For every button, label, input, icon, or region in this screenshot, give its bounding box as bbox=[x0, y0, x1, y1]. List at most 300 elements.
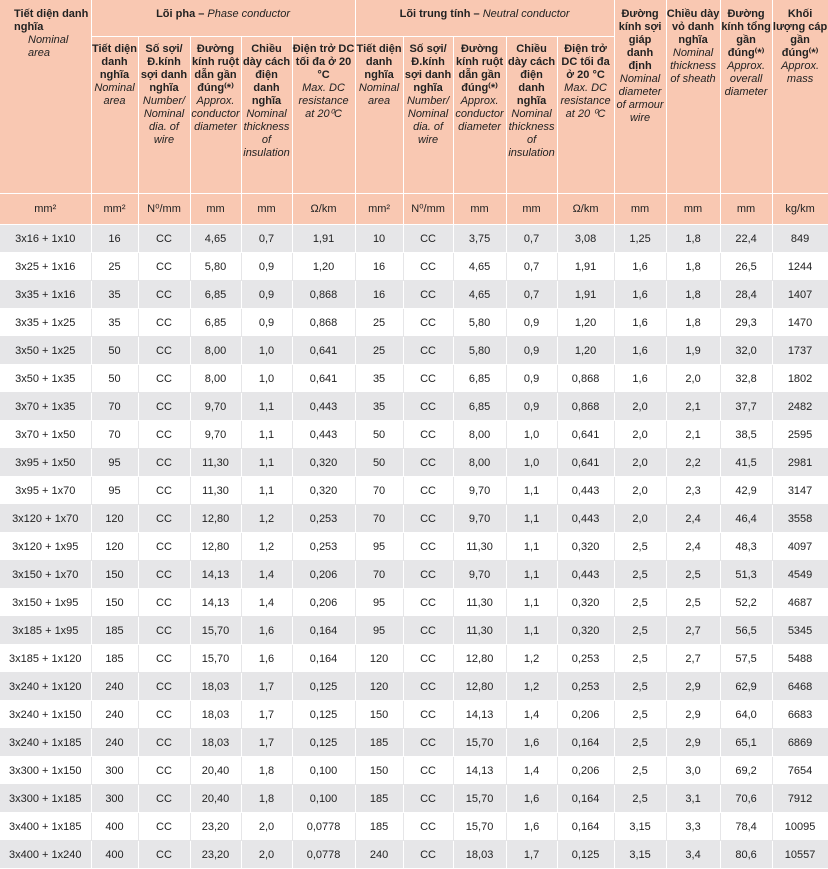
cell-neutral-resistance: 0,443 bbox=[557, 505, 614, 533]
cell-neutral-insulation: 1,2 bbox=[506, 673, 557, 701]
cell-overall-diameter: 48,3 bbox=[720, 533, 772, 561]
cell-phase-resistance: 0,253 bbox=[292, 505, 355, 533]
cell-phase-insulation: 1,1 bbox=[241, 393, 292, 421]
cell-phase-resistance: 0,125 bbox=[292, 701, 355, 729]
cell-phase-resistance: 0,320 bbox=[292, 449, 355, 477]
cell-phase-resistance: 0,206 bbox=[292, 589, 355, 617]
cell-neutral-resistance: 1,20 bbox=[557, 309, 614, 337]
table-row bbox=[0, 477, 828, 505]
cell-phase-resistance: 0,253 bbox=[292, 533, 355, 561]
cell-phase-insulation: 2,0 bbox=[241, 813, 292, 841]
cell-neutral-area: 35 bbox=[355, 365, 403, 393]
cell-neutral-wire: CC bbox=[403, 757, 453, 785]
cell-neutral-diameter: 18,03 bbox=[453, 841, 506, 869]
cell-neutral-wire: CC bbox=[403, 673, 453, 701]
unit-neutral-insulation: mm bbox=[506, 194, 557, 225]
cell-neutral-area: 185 bbox=[355, 729, 403, 757]
cell-neutral-area: 35 bbox=[355, 393, 403, 421]
cell-neutral-resistance: 0,206 bbox=[557, 757, 614, 785]
cell-armour: 2,5 bbox=[614, 645, 666, 673]
cell-neutral-wire: CC bbox=[403, 253, 453, 281]
cell-phase-wire: CC bbox=[138, 393, 190, 421]
cell-phase-wire: CC bbox=[138, 533, 190, 561]
cell-armour: 2,5 bbox=[614, 729, 666, 757]
cell-overall-diameter: 46,4 bbox=[720, 505, 772, 533]
cell-neutral-resistance: 0,164 bbox=[557, 813, 614, 841]
cell-phase-insulation: 1,7 bbox=[241, 701, 292, 729]
cell-neutral-diameter: 6,85 bbox=[453, 365, 506, 393]
cell-neutral-insulation: 1,6 bbox=[506, 785, 557, 813]
cell-sheath: 2,4 bbox=[666, 533, 720, 561]
cell-phase-resistance: 0,868 bbox=[292, 309, 355, 337]
cell-phase-area: 95 bbox=[91, 477, 138, 505]
cell-mass: 6683 bbox=[772, 701, 828, 729]
cell-phase-diameter: 11,30 bbox=[190, 449, 241, 477]
cell-size: 3x185 + 1x120 bbox=[0, 645, 91, 673]
cell-phase-insulation: 1,2 bbox=[241, 505, 292, 533]
cell-phase-wire: CC bbox=[138, 561, 190, 589]
cell-sheath: 1,8 bbox=[666, 253, 720, 281]
cell-neutral-resistance: 0,253 bbox=[557, 673, 614, 701]
cell-overall-diameter: 26,5 bbox=[720, 253, 772, 281]
cell-neutral-diameter: 15,70 bbox=[453, 729, 506, 757]
unit-phase-resistance: Ω/km bbox=[292, 194, 355, 225]
cell-phase-resistance: 0,641 bbox=[292, 365, 355, 393]
cell-phase-resistance: 0,443 bbox=[292, 393, 355, 421]
cell-neutral-resistance: 0,320 bbox=[557, 617, 614, 645]
cell-mass: 849 bbox=[772, 225, 828, 253]
cell-phase-wire: CC bbox=[138, 729, 190, 757]
cell-neutral-area: 95 bbox=[355, 533, 403, 561]
cell-neutral-resistance: 0,206 bbox=[557, 701, 614, 729]
cell-phase-diameter: 15,70 bbox=[190, 617, 241, 645]
cell-neutral-resistance: 0,253 bbox=[557, 645, 614, 673]
cell-neutral-insulation: 1,2 bbox=[506, 645, 557, 673]
cell-neutral-diameter: 14,13 bbox=[453, 701, 506, 729]
cell-size: 3x95 + 1x70 bbox=[0, 477, 91, 505]
cell-phase-area: 240 bbox=[91, 701, 138, 729]
cell-phase-area: 185 bbox=[91, 617, 138, 645]
cell-mass: 1470 bbox=[772, 309, 828, 337]
cell-phase-diameter: 6,85 bbox=[190, 281, 241, 309]
cell-mass: 10095 bbox=[772, 813, 828, 841]
cell-phase-insulation: 1,0 bbox=[241, 365, 292, 393]
cell-mass: 4549 bbox=[772, 561, 828, 589]
unit-phase-area: mm² bbox=[91, 194, 138, 225]
cell-phase-diameter: 20,40 bbox=[190, 785, 241, 813]
cell-overall-diameter: 29,3 bbox=[720, 309, 772, 337]
cell-phase-insulation: 2,0 bbox=[241, 841, 292, 869]
cell-neutral-resistance: 1,20 bbox=[557, 337, 614, 365]
cell-mass: 10557 bbox=[772, 841, 828, 869]
cell-mass: 2482 bbox=[772, 393, 828, 421]
unit-phase-wire: N⁰/mm bbox=[138, 194, 190, 225]
cell-phase-resistance: 0,125 bbox=[292, 729, 355, 757]
cell-mass: 1407 bbox=[772, 281, 828, 309]
cell-overall-diameter: 69,2 bbox=[720, 757, 772, 785]
cell-size: 3x400 + 1x185 bbox=[0, 813, 91, 841]
cell-sheath: 1,9 bbox=[666, 337, 720, 365]
table-row bbox=[0, 337, 828, 365]
cell-armour: 2,5 bbox=[614, 757, 666, 785]
cell-phase-area: 300 bbox=[91, 785, 138, 813]
cell-neutral-wire: CC bbox=[403, 617, 453, 645]
cell-phase-insulation: 1,1 bbox=[241, 449, 292, 477]
cell-neutral-resistance: 0,641 bbox=[557, 421, 614, 449]
cell-neutral-diameter: 4,65 bbox=[453, 281, 506, 309]
header-neutral-diameter: Đường kính ruột dẫn gần đúng⁽*⁾ Approx. conductor diameter bbox=[453, 37, 506, 194]
cell-size: 3x150 + 1x70 bbox=[0, 561, 91, 589]
cell-size: 3x240 + 1x150 bbox=[0, 701, 91, 729]
cell-neutral-wire: CC bbox=[403, 729, 453, 757]
cell-phase-area: 50 bbox=[91, 365, 138, 393]
cell-phase-area: 120 bbox=[91, 533, 138, 561]
table-row bbox=[0, 225, 828, 253]
table-row bbox=[0, 561, 828, 589]
cell-phase-resistance: 0,164 bbox=[292, 617, 355, 645]
cell-phase-diameter: 11,30 bbox=[190, 477, 241, 505]
cell-neutral-insulation: 0,7 bbox=[506, 253, 557, 281]
table-row bbox=[0, 449, 828, 477]
cell-neutral-wire: CC bbox=[403, 701, 453, 729]
cell-overall-diameter: 37,7 bbox=[720, 393, 772, 421]
cell-sheath: 3,4 bbox=[666, 841, 720, 869]
cell-neutral-area: 70 bbox=[355, 477, 403, 505]
cell-mass: 3558 bbox=[772, 505, 828, 533]
cell-overall-diameter: 70,6 bbox=[720, 785, 772, 813]
unit-sheath: mm bbox=[666, 194, 720, 225]
cell-neutral-diameter: 8,00 bbox=[453, 421, 506, 449]
cell-mass: 1737 bbox=[772, 337, 828, 365]
cell-overall-diameter: 78,4 bbox=[720, 813, 772, 841]
cell-neutral-wire: CC bbox=[403, 365, 453, 393]
cell-neutral-insulation: 0,9 bbox=[506, 365, 557, 393]
cell-mass: 5345 bbox=[772, 617, 828, 645]
cell-overall-diameter: 52,2 bbox=[720, 589, 772, 617]
cell-phase-diameter: 20,40 bbox=[190, 757, 241, 785]
cell-overall-diameter: 42,9 bbox=[720, 477, 772, 505]
header-area: Tiết diện danh nghĩa Nominal area bbox=[0, 0, 91, 194]
cell-neutral-wire: CC bbox=[403, 813, 453, 841]
cell-phase-diameter: 8,00 bbox=[190, 365, 241, 393]
cell-phase-diameter: 5,80 bbox=[190, 253, 241, 281]
cell-phase-insulation: 1,6 bbox=[241, 645, 292, 673]
cell-phase-area: 70 bbox=[91, 421, 138, 449]
cell-phase-diameter: 18,03 bbox=[190, 673, 241, 701]
cell-neutral-resistance: 0,320 bbox=[557, 533, 614, 561]
cell-mass: 4687 bbox=[772, 589, 828, 617]
cell-phase-area: 185 bbox=[91, 645, 138, 673]
cell-mass: 1802 bbox=[772, 365, 828, 393]
cell-phase-insulation: 1,0 bbox=[241, 337, 292, 365]
cell-phase-resistance: 0,100 bbox=[292, 757, 355, 785]
cell-phase-resistance: 0,125 bbox=[292, 673, 355, 701]
cell-phase-area: 25 bbox=[91, 253, 138, 281]
cell-overall-diameter: 28,4 bbox=[720, 281, 772, 309]
cell-phase-resistance: 0,164 bbox=[292, 645, 355, 673]
cell-overall-diameter: 64,0 bbox=[720, 701, 772, 729]
cell-size: 3x16 + 1x10 bbox=[0, 225, 91, 253]
cell-mass: 1244 bbox=[772, 253, 828, 281]
cell-phase-area: 150 bbox=[91, 589, 138, 617]
header-armour: Đường kính sợi giáp danh định Nominal diameter of armour wire bbox=[614, 0, 666, 194]
cell-phase-wire: CC bbox=[138, 421, 190, 449]
cell-neutral-insulation: 1,0 bbox=[506, 421, 557, 449]
cell-mass: 5488 bbox=[772, 645, 828, 673]
cell-neutral-diameter: 8,00 bbox=[453, 449, 506, 477]
cell-armour: 2,0 bbox=[614, 393, 666, 421]
cell-phase-insulation: 1,4 bbox=[241, 589, 292, 617]
cell-neutral-diameter: 12,80 bbox=[453, 645, 506, 673]
cell-neutral-wire: CC bbox=[403, 477, 453, 505]
cell-neutral-area: 120 bbox=[355, 673, 403, 701]
cell-neutral-wire: CC bbox=[403, 589, 453, 617]
table-row bbox=[0, 841, 828, 869]
header-phase-insulation: Chiều dày cách điện danh nghĩa Nominal thickness of insulation bbox=[241, 37, 292, 194]
cell-neutral-area: 240 bbox=[355, 841, 403, 869]
table-row bbox=[0, 365, 828, 393]
cell-phase-diameter: 9,70 bbox=[190, 393, 241, 421]
cell-sheath: 3,1 bbox=[666, 785, 720, 813]
cell-phase-diameter: 8,00 bbox=[190, 337, 241, 365]
header-neutral-resistance: Điện trở DC tối đa ở 20 °C Max. DC resistance at 20 ⁰C bbox=[557, 37, 614, 194]
cell-neutral-diameter: 11,30 bbox=[453, 617, 506, 645]
cell-overall-diameter: 51,3 bbox=[720, 561, 772, 589]
cell-neutral-insulation: 1,6 bbox=[506, 729, 557, 757]
cell-mass: 2981 bbox=[772, 449, 828, 477]
header-phase-diameter: Đường kính ruột dẫn gần đúng⁽*⁾ Approx. conductor diameter bbox=[190, 37, 241, 194]
cell-phase-area: 35 bbox=[91, 309, 138, 337]
unit-area: mm² bbox=[0, 194, 91, 225]
cell-armour: 3,15 bbox=[614, 813, 666, 841]
cell-phase-area: 35 bbox=[91, 281, 138, 309]
cell-sheath: 2,9 bbox=[666, 673, 720, 701]
cell-phase-wire: CC bbox=[138, 281, 190, 309]
cell-neutral-area: 95 bbox=[355, 617, 403, 645]
cell-phase-area: 150 bbox=[91, 561, 138, 589]
cell-phase-insulation: 1,1 bbox=[241, 477, 292, 505]
cell-neutral-resistance: 1,91 bbox=[557, 281, 614, 309]
cell-overall-diameter: 57,5 bbox=[720, 645, 772, 673]
cell-armour: 2,0 bbox=[614, 449, 666, 477]
cell-phase-wire: CC bbox=[138, 841, 190, 869]
cell-phase-resistance: 0,320 bbox=[292, 477, 355, 505]
cell-sheath: 2,4 bbox=[666, 505, 720, 533]
unit-overall: mm bbox=[720, 194, 772, 225]
cell-neutral-diameter: 14,13 bbox=[453, 757, 506, 785]
cell-size: 3x400 + 1x240 bbox=[0, 841, 91, 869]
cell-phase-wire: CC bbox=[138, 309, 190, 337]
cell-overall-diameter: 32,0 bbox=[720, 337, 772, 365]
cell-neutral-insulation: 1,1 bbox=[506, 505, 557, 533]
cell-sheath: 2,0 bbox=[666, 365, 720, 393]
cell-phase-wire: CC bbox=[138, 757, 190, 785]
cell-overall-diameter: 22,4 bbox=[720, 225, 772, 253]
cell-phase-diameter: 14,13 bbox=[190, 561, 241, 589]
cell-size: 3x120 + 1x95 bbox=[0, 533, 91, 561]
table-row bbox=[0, 673, 828, 701]
cell-neutral-wire: CC bbox=[403, 505, 453, 533]
cell-phase-diameter: 12,80 bbox=[190, 533, 241, 561]
cell-neutral-area: 16 bbox=[355, 281, 403, 309]
cell-neutral-wire: CC bbox=[403, 281, 453, 309]
cell-overall-diameter: 41,5 bbox=[720, 449, 772, 477]
cell-neutral-area: 70 bbox=[355, 561, 403, 589]
cell-armour: 2,5 bbox=[614, 533, 666, 561]
cell-neutral-diameter: 15,70 bbox=[453, 785, 506, 813]
cell-mass: 2595 bbox=[772, 421, 828, 449]
cell-phase-insulation: 0,9 bbox=[241, 253, 292, 281]
cell-overall-diameter: 65,1 bbox=[720, 729, 772, 757]
cell-neutral-insulation: 1,1 bbox=[506, 617, 557, 645]
unit-mass: kg/km bbox=[772, 194, 828, 225]
cell-neutral-area: 70 bbox=[355, 505, 403, 533]
cell-overall-diameter: 56,5 bbox=[720, 617, 772, 645]
cell-neutral-diameter: 11,30 bbox=[453, 589, 506, 617]
cell-neutral-wire: CC bbox=[403, 225, 453, 253]
header-neutral-insulation: Chiều dày cách điện danh nghĩa Nominal thickness of insulation bbox=[506, 37, 557, 194]
cell-phase-resistance: 1,20 bbox=[292, 253, 355, 281]
cell-phase-wire: CC bbox=[138, 673, 190, 701]
cell-phase-resistance: 0,0778 bbox=[292, 841, 355, 869]
cell-neutral-insulation: 1,4 bbox=[506, 757, 557, 785]
cell-neutral-area: 120 bbox=[355, 645, 403, 673]
cell-neutral-resistance: 1,91 bbox=[557, 253, 614, 281]
cell-phase-resistance: 0,206 bbox=[292, 561, 355, 589]
cell-phase-diameter: 23,20 bbox=[190, 813, 241, 841]
cell-neutral-area: 25 bbox=[355, 309, 403, 337]
header-overall-diameter: Đường kính tổng gần đúng⁽*⁾ Approx. overall diameter bbox=[720, 0, 772, 194]
cell-phase-resistance: 0,641 bbox=[292, 337, 355, 365]
cell-size: 3x25 + 1x16 bbox=[0, 253, 91, 281]
header-phase-area: Tiết diện danh nghĩa Nominal area bbox=[91, 37, 138, 194]
cell-phase-insulation: 1,2 bbox=[241, 533, 292, 561]
cell-sheath: 2,7 bbox=[666, 617, 720, 645]
cell-armour: 1,6 bbox=[614, 337, 666, 365]
cell-neutral-diameter: 9,70 bbox=[453, 505, 506, 533]
cell-neutral-wire: CC bbox=[403, 421, 453, 449]
table-row bbox=[0, 813, 828, 841]
cell-neutral-area: 150 bbox=[355, 757, 403, 785]
cell-phase-resistance: 0,0778 bbox=[292, 813, 355, 841]
cell-neutral-resistance: 0,164 bbox=[557, 785, 614, 813]
cell-armour: 1,6 bbox=[614, 365, 666, 393]
cell-neutral-area: 50 bbox=[355, 421, 403, 449]
cell-size: 3x240 + 1x185 bbox=[0, 729, 91, 757]
cell-phase-insulation: 0,7 bbox=[241, 225, 292, 253]
cell-neutral-insulation: 1,7 bbox=[506, 841, 557, 869]
cell-neutral-wire: CC bbox=[403, 645, 453, 673]
cell-size: 3x300 + 1x185 bbox=[0, 785, 91, 813]
cell-phase-wire: CC bbox=[138, 505, 190, 533]
cell-neutral-area: 185 bbox=[355, 785, 403, 813]
cell-phase-resistance: 0,868 bbox=[292, 281, 355, 309]
cell-armour: 2,5 bbox=[614, 673, 666, 701]
header-mass: Khối lượng cáp gần đúng⁽*⁾ Approx. mass bbox=[772, 0, 828, 194]
cell-neutral-diameter: 5,80 bbox=[453, 337, 506, 365]
cell-neutral-resistance: 0,320 bbox=[557, 589, 614, 617]
cell-size: 3x70 + 1x50 bbox=[0, 421, 91, 449]
cell-sheath: 1,8 bbox=[666, 225, 720, 253]
cell-phase-wire: CC bbox=[138, 477, 190, 505]
cell-neutral-diameter: 12,80 bbox=[453, 673, 506, 701]
cell-neutral-insulation: 1,4 bbox=[506, 701, 557, 729]
cell-sheath: 2,1 bbox=[666, 421, 720, 449]
cell-size: 3x50 + 1x25 bbox=[0, 337, 91, 365]
cell-sheath: 2,2 bbox=[666, 449, 720, 477]
cell-sheath: 2,1 bbox=[666, 393, 720, 421]
cell-phase-diameter: 6,85 bbox=[190, 309, 241, 337]
table-row bbox=[0, 309, 828, 337]
cell-armour: 1,25 bbox=[614, 225, 666, 253]
cell-neutral-insulation: 1,1 bbox=[506, 477, 557, 505]
cell-phase-area: 300 bbox=[91, 757, 138, 785]
cell-sheath: 2,3 bbox=[666, 477, 720, 505]
table-header bbox=[0, 0, 828, 225]
cell-neutral-resistance: 0,443 bbox=[557, 477, 614, 505]
cell-neutral-resistance: 0,868 bbox=[557, 365, 614, 393]
cell-phase-wire: CC bbox=[138, 645, 190, 673]
cell-armour: 2,5 bbox=[614, 785, 666, 813]
cell-neutral-resistance: 0,443 bbox=[557, 561, 614, 589]
cell-phase-diameter: 15,70 bbox=[190, 645, 241, 673]
cell-phase-area: 400 bbox=[91, 813, 138, 841]
cell-phase-insulation: 1,1 bbox=[241, 421, 292, 449]
cell-size: 3x240 + 1x120 bbox=[0, 673, 91, 701]
cell-phase-area: 400 bbox=[91, 841, 138, 869]
cell-neutral-wire: CC bbox=[403, 449, 453, 477]
cell-phase-insulation: 1,8 bbox=[241, 785, 292, 813]
cell-overall-diameter: 62,9 bbox=[720, 673, 772, 701]
cell-size: 3x35 + 1x25 bbox=[0, 309, 91, 337]
table-row bbox=[0, 393, 828, 421]
cell-size: 3x150 + 1x95 bbox=[0, 589, 91, 617]
cell-sheath: 1,8 bbox=[666, 309, 720, 337]
cell-neutral-wire: CC bbox=[403, 533, 453, 561]
cell-phase-wire: CC bbox=[138, 701, 190, 729]
cell-neutral-wire: CC bbox=[403, 393, 453, 421]
cell-phase-wire: CC bbox=[138, 337, 190, 365]
cell-sheath: 3,3 bbox=[666, 813, 720, 841]
unit-phase-insulation: mm bbox=[241, 194, 292, 225]
cell-phase-wire: CC bbox=[138, 365, 190, 393]
cell-phase-area: 95 bbox=[91, 449, 138, 477]
cell-phase-wire: CC bbox=[138, 617, 190, 645]
cell-overall-diameter: 80,6 bbox=[720, 841, 772, 869]
table-body bbox=[0, 225, 828, 869]
cell-phase-area: 16 bbox=[91, 225, 138, 253]
cell-phase-wire: CC bbox=[138, 449, 190, 477]
cell-phase-area: 240 bbox=[91, 729, 138, 757]
cell-neutral-area: 16 bbox=[355, 253, 403, 281]
cell-neutral-insulation: 1,1 bbox=[506, 589, 557, 617]
header-neutral-wire: Số sợi/ Đ.kính sợi danh nghĩa Number/ Nominal dia. of wire bbox=[403, 37, 453, 194]
cell-size: 3x50 + 1x35 bbox=[0, 365, 91, 393]
cell-overall-diameter: 38,5 bbox=[720, 421, 772, 449]
cell-phase-insulation: 1,7 bbox=[241, 673, 292, 701]
cell-armour: 2,0 bbox=[614, 505, 666, 533]
cell-neutral-area: 95 bbox=[355, 589, 403, 617]
cell-phase-diameter: 14,13 bbox=[190, 589, 241, 617]
cell-size: 3x185 + 1x95 bbox=[0, 617, 91, 645]
table-row bbox=[0, 757, 828, 785]
cell-size: 3x35 + 1x16 bbox=[0, 281, 91, 309]
cell-neutral-resistance: 0,164 bbox=[557, 729, 614, 757]
cell-neutral-insulation: 0,9 bbox=[506, 309, 557, 337]
cell-phase-insulation: 1,8 bbox=[241, 757, 292, 785]
cell-neutral-area: 185 bbox=[355, 813, 403, 841]
table-row bbox=[0, 729, 828, 757]
